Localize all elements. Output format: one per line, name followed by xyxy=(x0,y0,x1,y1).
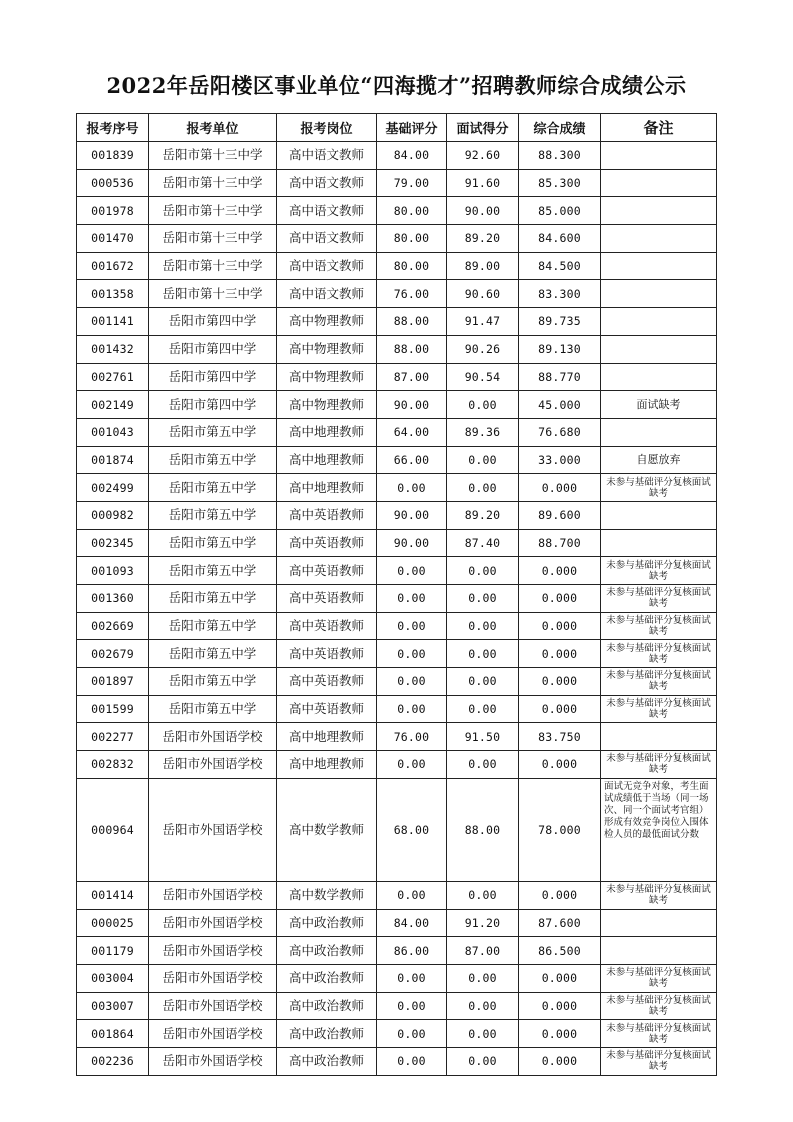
table-row xyxy=(77,225,717,253)
cell-remark: 未参与基础评分复核面试缺考 xyxy=(601,881,717,909)
cell-unit: 岳阳市外国语学校 xyxy=(149,1020,277,1048)
cell-unit: 岳阳市外国语学校 xyxy=(149,937,277,965)
cell-interview-score: 0.00 xyxy=(447,1047,519,1075)
cell-total-score: 0.000 xyxy=(519,751,601,779)
cell-interview-score: 89.20 xyxy=(447,501,519,529)
table-row xyxy=(77,197,717,225)
cell-unit: 岳阳市第四中学 xyxy=(149,308,277,336)
cell-remark xyxy=(601,142,717,170)
cell-interview-score: 0.00 xyxy=(447,695,519,723)
cell-remark xyxy=(601,308,717,336)
cell-post: 高中地理教师 xyxy=(277,751,377,779)
cell-total-score: 33.000 xyxy=(519,446,601,474)
cell-id: 003007 xyxy=(77,992,149,1020)
cell-id: 002345 xyxy=(77,529,149,557)
cell-total-score: 84.500 xyxy=(519,252,601,280)
cell-post: 高中语文教师 xyxy=(277,197,377,225)
cell-total-score: 88.300 xyxy=(519,142,601,170)
cell-remark: 未参与基础评分复核面试缺考 xyxy=(601,695,717,723)
cell-post: 高中语文教师 xyxy=(277,280,377,308)
cell-unit: 岳阳市第四中学 xyxy=(149,335,277,363)
cell-post: 高中政治教师 xyxy=(277,909,377,937)
cell-id: 000964 xyxy=(77,778,149,881)
table-row xyxy=(77,169,717,197)
cell-total-score: 0.000 xyxy=(519,557,601,585)
cell-id: 001839 xyxy=(77,142,149,170)
cell-base-score: 0.00 xyxy=(377,640,447,668)
cell-id: 002149 xyxy=(77,391,149,419)
cell-post: 高中英语教师 xyxy=(277,612,377,640)
cell-id: 001599 xyxy=(77,695,149,723)
cell-remark: 未参与基础评分复核面试缺考 xyxy=(601,612,717,640)
cell-base-score: 90.00 xyxy=(377,391,447,419)
table-body xyxy=(77,142,717,1076)
cell-interview-score: 87.00 xyxy=(447,937,519,965)
table-row xyxy=(77,937,717,965)
cell-id: 001897 xyxy=(77,668,149,696)
cell-remark xyxy=(601,363,717,391)
cell-post: 高中英语教师 xyxy=(277,695,377,723)
cell-base-score: 68.00 xyxy=(377,778,447,881)
cell-base-score: 0.00 xyxy=(377,557,447,585)
header-base-score: 基础评分 xyxy=(377,114,447,142)
cell-total-score: 89.600 xyxy=(519,501,601,529)
cell-unit: 岳阳市第五中学 xyxy=(149,418,277,446)
cell-total-score: 87.600 xyxy=(519,909,601,937)
cell-id: 001414 xyxy=(77,881,149,909)
table-row xyxy=(77,585,717,613)
cell-unit: 岳阳市第五中学 xyxy=(149,557,277,585)
cell-interview-score: 0.00 xyxy=(447,474,519,502)
cell-unit: 岳阳市外国语学校 xyxy=(149,881,277,909)
cell-unit: 岳阳市第五中学 xyxy=(149,668,277,696)
cell-interview-score: 0.00 xyxy=(447,612,519,640)
cell-base-score: 88.00 xyxy=(377,335,447,363)
cell-remark: 未参与基础评分复核面试缺考 xyxy=(601,1020,717,1048)
cell-post: 高中物理教师 xyxy=(277,308,377,336)
cell-id: 001358 xyxy=(77,280,149,308)
cell-remark xyxy=(601,418,717,446)
cell-remark xyxy=(601,280,717,308)
cell-id: 001093 xyxy=(77,557,149,585)
cell-unit: 岳阳市第十三中学 xyxy=(149,225,277,253)
cell-total-score: 45.000 xyxy=(519,391,601,419)
cell-total-score: 0.000 xyxy=(519,640,601,668)
cell-id: 001470 xyxy=(77,225,149,253)
cell-post: 高中数学教师 xyxy=(277,778,377,881)
cell-id: 002277 xyxy=(77,723,149,751)
page-title: 2022年岳阳楼区事业单位“四海揽才”招聘教师综合成绩公示 xyxy=(106,73,687,98)
cell-base-score: 90.00 xyxy=(377,529,447,557)
header-unit: 报考单位 xyxy=(149,114,277,142)
cell-post: 高中语文教师 xyxy=(277,169,377,197)
cell-base-score: 87.00 xyxy=(377,363,447,391)
cell-id: 002679 xyxy=(77,640,149,668)
header-post: 报考岗位 xyxy=(277,114,377,142)
cell-id: 000536 xyxy=(77,169,149,197)
cell-total-score: 89.735 xyxy=(519,308,601,336)
table-row xyxy=(77,992,717,1020)
cell-remark: 面试无竞争对象，考生面试成绩低于当场（同一场次、同一个面试考官组）形成有效竞争岗位入围体检人员的最低面试分数 xyxy=(601,778,717,881)
cell-unit: 岳阳市外国语学校 xyxy=(149,909,277,937)
cell-interview-score: 90.26 xyxy=(447,335,519,363)
table-row xyxy=(77,1020,717,1048)
cell-total-score: 86.500 xyxy=(519,937,601,965)
table-row xyxy=(77,474,717,502)
cell-base-score: 0.00 xyxy=(377,881,447,909)
cell-base-score: 0.00 xyxy=(377,695,447,723)
cell-remark xyxy=(601,197,717,225)
cell-id: 001432 xyxy=(77,335,149,363)
cell-interview-score: 88.00 xyxy=(447,778,519,881)
cell-total-score: 78.000 xyxy=(519,778,601,881)
cell-post: 高中英语教师 xyxy=(277,668,377,696)
table-row xyxy=(77,778,717,881)
cell-id: 002499 xyxy=(77,474,149,502)
cell-base-score: 90.00 xyxy=(377,501,447,529)
cell-base-score: 66.00 xyxy=(377,446,447,474)
cell-id: 003004 xyxy=(77,964,149,992)
cell-post: 高中英语教师 xyxy=(277,640,377,668)
cell-post: 高中地理教师 xyxy=(277,418,377,446)
table-row xyxy=(77,529,717,557)
cell-unit: 岳阳市第五中学 xyxy=(149,474,277,502)
header-total-score: 综合成绩 xyxy=(519,114,601,142)
cell-interview-score: 0.00 xyxy=(447,992,519,1020)
cell-total-score: 85.000 xyxy=(519,197,601,225)
cell-post: 高中政治教师 xyxy=(277,1047,377,1075)
cell-base-score: 84.00 xyxy=(377,909,447,937)
cell-unit: 岳阳市外国语学校 xyxy=(149,751,277,779)
cell-interview-score: 91.47 xyxy=(447,308,519,336)
cell-post: 高中物理教师 xyxy=(277,391,377,419)
table-row xyxy=(77,308,717,336)
header-id: 报考序号 xyxy=(77,114,149,142)
cell-remark xyxy=(601,937,717,965)
cell-remark: 自愿放弃 xyxy=(601,446,717,474)
cell-remark: 未参与基础评分复核面试缺考 xyxy=(601,474,717,502)
cell-post: 高中物理教师 xyxy=(277,363,377,391)
table-row xyxy=(77,557,717,585)
cell-interview-score: 89.20 xyxy=(447,225,519,253)
table-row xyxy=(77,501,717,529)
cell-id: 001864 xyxy=(77,1020,149,1048)
cell-remark xyxy=(601,723,717,751)
cell-interview-score: 90.00 xyxy=(447,197,519,225)
cell-base-score: 0.00 xyxy=(377,612,447,640)
cell-total-score: 76.680 xyxy=(519,418,601,446)
cell-unit: 岳阳市外国语学校 xyxy=(149,723,277,751)
cell-total-score: 0.000 xyxy=(519,612,601,640)
cell-base-score: 0.00 xyxy=(377,585,447,613)
cell-remark xyxy=(601,169,717,197)
cell-post: 高中英语教师 xyxy=(277,557,377,585)
cell-remark: 未参与基础评分复核面试缺考 xyxy=(601,585,717,613)
table-row xyxy=(77,335,717,363)
cell-base-score: 0.00 xyxy=(377,668,447,696)
table-row xyxy=(77,723,717,751)
table-row xyxy=(77,881,717,909)
cell-unit: 岳阳市第五中学 xyxy=(149,585,277,613)
cell-remark: 面试缺考 xyxy=(601,391,717,419)
cell-interview-score: 0.00 xyxy=(447,640,519,668)
cell-post: 高中数学教师 xyxy=(277,881,377,909)
cell-interview-score: 91.20 xyxy=(447,909,519,937)
table-row xyxy=(77,418,717,446)
cell-remark: 未参与基础评分复核面试缺考 xyxy=(601,992,717,1020)
cell-remark: 未参与基础评分复核面试缺考 xyxy=(601,640,717,668)
cell-base-score: 0.00 xyxy=(377,992,447,1020)
cell-base-score: 76.00 xyxy=(377,723,447,751)
cell-remark xyxy=(601,335,717,363)
cell-id: 002761 xyxy=(77,363,149,391)
cell-post: 高中英语教师 xyxy=(277,585,377,613)
cell-remark: 未参与基础评分复核面试缺考 xyxy=(601,751,717,779)
cell-base-score: 84.00 xyxy=(377,142,447,170)
cell-remark: 未参与基础评分复核面试缺考 xyxy=(601,1047,717,1075)
cell-unit: 岳阳市第十三中学 xyxy=(149,169,277,197)
cell-id: 000982 xyxy=(77,501,149,529)
cell-post: 高中语文教师 xyxy=(277,225,377,253)
cell-post: 高中地理教师 xyxy=(277,723,377,751)
cell-base-score: 80.00 xyxy=(377,252,447,280)
cell-base-score: 79.00 xyxy=(377,169,447,197)
cell-unit: 岳阳市第四中学 xyxy=(149,363,277,391)
cell-interview-score: 87.40 xyxy=(447,529,519,557)
cell-post: 高中地理教师 xyxy=(277,446,377,474)
cell-id: 002669 xyxy=(77,612,149,640)
cell-interview-score: 91.60 xyxy=(447,169,519,197)
cell-unit: 岳阳市第十三中学 xyxy=(149,252,277,280)
cell-post: 高中地理教师 xyxy=(277,474,377,502)
table-row xyxy=(77,909,717,937)
table-row xyxy=(77,446,717,474)
cell-id: 002832 xyxy=(77,751,149,779)
cell-base-score: 0.00 xyxy=(377,1047,447,1075)
cell-total-score: 88.700 xyxy=(519,529,601,557)
cell-post: 高中政治教师 xyxy=(277,964,377,992)
cell-interview-score: 91.50 xyxy=(447,723,519,751)
cell-total-score: 0.000 xyxy=(519,474,601,502)
cell-interview-score: 0.00 xyxy=(447,964,519,992)
table-row xyxy=(77,252,717,280)
cell-base-score: 80.00 xyxy=(377,225,447,253)
table-row xyxy=(77,668,717,696)
cell-base-score: 64.00 xyxy=(377,418,447,446)
cell-base-score: 80.00 xyxy=(377,197,447,225)
cell-interview-score: 0.00 xyxy=(447,391,519,419)
cell-total-score: 83.750 xyxy=(519,723,601,751)
table-row xyxy=(77,142,717,170)
cell-id: 001672 xyxy=(77,252,149,280)
cell-total-score: 0.000 xyxy=(519,881,601,909)
cell-base-score: 76.00 xyxy=(377,280,447,308)
cell-unit: 岳阳市第十三中学 xyxy=(149,142,277,170)
cell-total-score: 0.000 xyxy=(519,585,601,613)
cell-remark: 未参与基础评分复核面试缺考 xyxy=(601,964,717,992)
cell-id: 002236 xyxy=(77,1047,149,1075)
table-row xyxy=(77,640,717,668)
cell-post: 高中英语教师 xyxy=(277,501,377,529)
cell-unit: 岳阳市第五中学 xyxy=(149,695,277,723)
cell-id: 001179 xyxy=(77,937,149,965)
cell-interview-score: 0.00 xyxy=(447,446,519,474)
cell-unit: 岳阳市第十三中学 xyxy=(149,197,277,225)
cell-interview-score: 0.00 xyxy=(447,1020,519,1048)
cell-unit: 岳阳市第十三中学 xyxy=(149,280,277,308)
cell-id: 001874 xyxy=(77,446,149,474)
table-row xyxy=(77,751,717,779)
table-row xyxy=(77,363,717,391)
table-row xyxy=(77,695,717,723)
cell-total-score: 0.000 xyxy=(519,1020,601,1048)
cell-total-score: 89.130 xyxy=(519,335,601,363)
cell-unit: 岳阳市第五中学 xyxy=(149,529,277,557)
cell-post: 高中政治教师 xyxy=(277,1020,377,1048)
cell-base-score: 0.00 xyxy=(377,1020,447,1048)
cell-total-score: 0.000 xyxy=(519,695,601,723)
table-row xyxy=(77,391,717,419)
cell-total-score: 0.000 xyxy=(519,668,601,696)
table-row xyxy=(77,964,717,992)
cell-remark: 未参与基础评分复核面试缺考 xyxy=(601,557,717,585)
cell-total-score: 83.300 xyxy=(519,280,601,308)
cell-id: 001360 xyxy=(77,585,149,613)
cell-post: 高中英语教师 xyxy=(277,529,377,557)
cell-total-score: 84.600 xyxy=(519,225,601,253)
cell-id: 000025 xyxy=(77,909,149,937)
cell-unit: 岳阳市第四中学 xyxy=(149,391,277,419)
cell-id: 001141 xyxy=(77,308,149,336)
cell-interview-score: 90.60 xyxy=(447,280,519,308)
cell-total-score: 0.000 xyxy=(519,1047,601,1075)
cell-id: 001043 xyxy=(77,418,149,446)
header-remark: 备注 xyxy=(601,114,717,142)
cell-interview-score: 0.00 xyxy=(447,751,519,779)
cell-unit: 岳阳市外国语学校 xyxy=(149,778,277,881)
cell-base-score: 88.00 xyxy=(377,308,447,336)
table-row xyxy=(77,612,717,640)
cell-interview-score: 89.00 xyxy=(447,252,519,280)
header-interview-score: 面试得分 xyxy=(447,114,519,142)
cell-remark xyxy=(601,225,717,253)
cell-remark xyxy=(601,529,717,557)
cell-post: 高中语文教师 xyxy=(277,142,377,170)
cell-base-score: 0.00 xyxy=(377,751,447,779)
cell-total-score: 85.300 xyxy=(519,169,601,197)
cell-unit: 岳阳市外国语学校 xyxy=(149,1047,277,1075)
cell-post: 高中物理教师 xyxy=(277,335,377,363)
cell-total-score: 0.000 xyxy=(519,992,601,1020)
cell-interview-score: 0.00 xyxy=(447,668,519,696)
table-header-row xyxy=(77,114,717,142)
cell-unit: 岳阳市外国语学校 xyxy=(149,964,277,992)
cell-unit: 岳阳市第五中学 xyxy=(149,640,277,668)
cell-interview-score: 92.60 xyxy=(447,142,519,170)
cell-remark xyxy=(601,501,717,529)
cell-base-score: 0.00 xyxy=(377,474,447,502)
table-row xyxy=(77,1047,717,1075)
cell-interview-score: 0.00 xyxy=(447,585,519,613)
cell-post: 高中政治教师 xyxy=(277,992,377,1020)
cell-remark xyxy=(601,909,717,937)
cell-base-score: 0.00 xyxy=(377,964,447,992)
cell-post: 高中语文教师 xyxy=(277,252,377,280)
cell-interview-score: 90.54 xyxy=(447,363,519,391)
results-table xyxy=(76,113,717,1076)
cell-total-score: 0.000 xyxy=(519,964,601,992)
cell-interview-score: 0.00 xyxy=(447,557,519,585)
cell-remark xyxy=(601,252,717,280)
cell-unit: 岳阳市第五中学 xyxy=(149,612,277,640)
cell-interview-score: 0.00 xyxy=(447,881,519,909)
cell-base-score: 86.00 xyxy=(377,937,447,965)
cell-unit: 岳阳市外国语学校 xyxy=(149,992,277,1020)
cell-unit: 岳阳市第五中学 xyxy=(149,446,277,474)
cell-id: 001978 xyxy=(77,197,149,225)
table-row xyxy=(77,280,717,308)
cell-interview-score: 89.36 xyxy=(447,418,519,446)
cell-total-score: 88.770 xyxy=(519,363,601,391)
cell-remark: 未参与基础评分复核面试缺考 xyxy=(601,668,717,696)
cell-unit: 岳阳市第五中学 xyxy=(149,501,277,529)
cell-post: 高中政治教师 xyxy=(277,937,377,965)
